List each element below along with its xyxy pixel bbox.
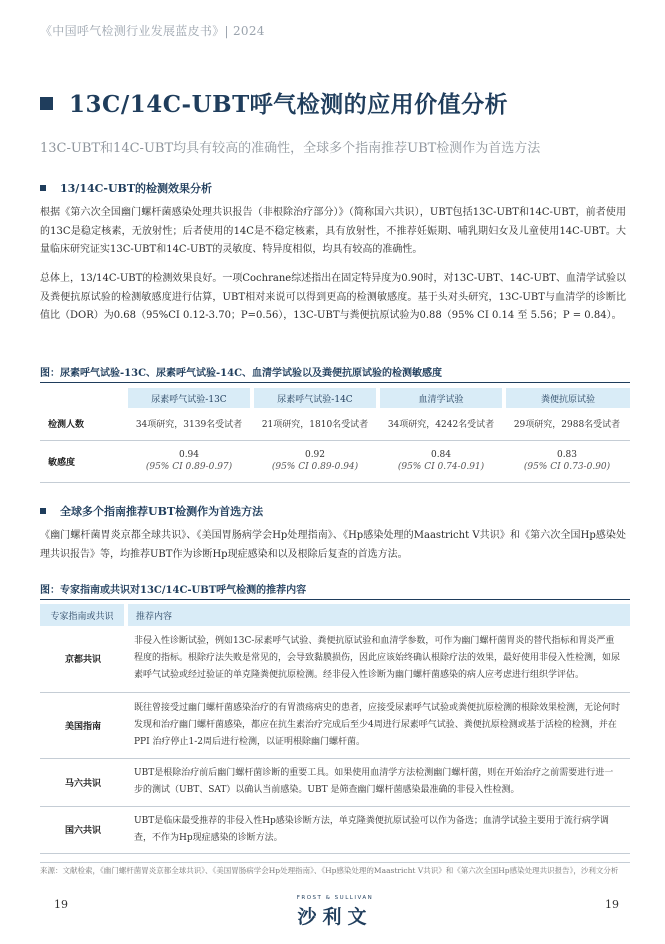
page-number-left: 19 (54, 898, 68, 911)
row-label: 美国指南 (40, 692, 126, 758)
row-label: 国六共识 (40, 806, 126, 853)
cell-main: 0.92 (304, 450, 326, 460)
frost-sullivan-logo (270, 895, 400, 929)
table-cell (378, 408, 504, 440)
section1-heading (40, 180, 212, 196)
column-header: 专家指南或共识 (40, 604, 126, 626)
section2-heading-text: 全球多个指南推荐UBT检测作为首选方法 (60, 505, 264, 518)
section1-heading-text: 13/14C-UBT的检测效果分析 (60, 182, 213, 195)
page-number-right: 19 (605, 898, 619, 911)
guidelines-table (40, 604, 630, 854)
section1-paragraph-1: 根据《第六次全国幽门螺杆菌感染处理共识报告（非根除治疗部分）》（简称国六共识），UBT包括13C-UBT和14C-UBT，前者使用的13C是稳定核素，无放射性；后者使用的14C是不稳定核素，具有放射性，不推荐妊娠期、哺乳期妇女及儿童使用14C-UBT。大量临床研究证实13C-UBT和14C-UBT的灵敏度、特异度相似，均具有较高的准确性。 (40, 207, 626, 255)
logo-english-text: FROST & SULLIVAN (296, 895, 374, 901)
page-subtitle: 13C-UBT和14C-UBT均具有较高的准确性，全球多个指南推荐UBT检测作为首选方法 (40, 141, 541, 156)
section-square-icon (40, 508, 46, 514)
row-label: 马六共识 (40, 758, 126, 806)
table-row (40, 692, 630, 758)
row-label: 检测人数 (40, 408, 126, 440)
table-cell: 既往曾接受过幽门螺杆菌感染治疗的有胃溃疡病史的患者，应接受尿素呼气试验或粪便抗原检测的根除效果检测，无论何时发现和治疗幽门螺杆菌感染，都应在抗生素治疗完成后至少4周进行尿素呼气试验、粪便抗原检测或基于活检的检测，并在 PPI 治疗停止1-2周后进行检测，以证明根除幽门螺杆菌。 (126, 692, 630, 758)
page-title (40, 86, 508, 119)
table-cell (252, 440, 378, 482)
table-header-row (40, 604, 630, 626)
source-note: 来源：文献检索，《幽门螺杆菌胃炎京都全球共识》、《美国胃肠病学会Hp处理指南》、《Hp感染处理的Maastricht V共识》和《第六次全国Hp感染处理共识报告》，沙利文分析 (40, 862, 630, 876)
cell-sub: (95% CI 0.89-0.94) (271, 462, 359, 472)
column-header: 粪便抗原试验 (504, 388, 630, 408)
table-row (40, 758, 630, 806)
section2-paragraph-1: 《幽门螺杆菌胃炎京都全球共识》、《美国胃肠病学会Hp处理指南》、《Hp感染处理的Maastricht V共识》和《第六次全国Hp感染处理共识报告》等，均推荐UBT作为诊断Hp现症感染和以及根除后复查的首选方法。 (40, 530, 626, 560)
cell-sub: (95% CI 0.73-0.90) (523, 462, 611, 472)
cell-main: 0.83 (556, 450, 578, 460)
column-header: 尿素呼气试验-13C (126, 388, 252, 408)
logo-chinese-text: 沙利文 (297, 906, 373, 928)
table-cell (504, 440, 630, 482)
table-header-row (40, 388, 630, 408)
section1-paragraph-2: 总体上，13/14C-UBT的检测效果良好。一项Cochrane综述指出在固定特异度为0.90时，对13C-UBT、14C-UBT、血清学试验以及粪便抗原试验的检测敏感度进行估算，UBT相对来说可以得到更高的检测敏感度。基于头对头研究，13C-UBT与血清学的诊断比值比（DOR）为0.68（95%CI 0.12-3.70；P=0.56），13C-UBT与粪便抗原试验为0.88（95% CI 0.14 至 5.56；P = 0.84）。 (40, 273, 626, 321)
cell-sub: (95% CI 0.89-0.97) (145, 462, 233, 472)
sensitivity-table (40, 388, 630, 483)
table-cell: UBT是临床最受推荐的非侵入性Hp感染诊断方法，单克隆粪便抗原试验可以作为备选；血清学试验主要用于流行病学调查，不作为Hp现症感染的诊断方法。 (126, 806, 630, 853)
table-cell: UBT是根除治疗前后幽门螺杆菌诊断的重要工具。如果使用血清学方法检测幽门螺杆菌，则在开始治疗之前需要进行进一步的测试（UBT、SAT）以确认当前感染。UBT 是筛查幽门螺杆菌感染最准确的非侵入性检测。 (126, 758, 630, 806)
cell-sub: (95% CI 0.74-0.91) (397, 462, 485, 472)
cell-main: 0.94 (178, 450, 200, 460)
document-header: 《中国呼气检测行业发展蓝皮书》| 2024 (40, 24, 265, 38)
table-cell (126, 408, 252, 440)
page-title-text: 13C/14C-UBT呼气检测的应用价值分析 (69, 91, 509, 118)
cell-main: 34项研究，4242名受试者 (387, 420, 495, 431)
cell-main: 34项研究，3139名受试者 (135, 420, 243, 431)
cell-main: 29项研究，2988名受试者 (513, 420, 621, 431)
table-row (40, 440, 630, 482)
section-square-icon (40, 185, 46, 191)
figure1-caption: 图：尿素呼气试验-13C、尿素呼气试验-14C、血清学试验以及粪便抗原试验的检测敏感度 (40, 364, 630, 383)
row-label: 京都共识 (40, 626, 126, 692)
cell-main: 0.84 (430, 450, 452, 460)
table-row (40, 408, 630, 440)
table-row (40, 806, 630, 853)
table-cell (378, 440, 504, 482)
figure2-caption: 图：专家指南或共识对13C/14C-UBT呼气检测的推荐内容 (40, 581, 630, 600)
table-cell (126, 440, 252, 482)
table-cell (252, 408, 378, 440)
table-cell (504, 408, 630, 440)
title-square-icon (40, 97, 53, 110)
table-row (40, 626, 630, 692)
table-cell: 非侵入性诊断试验，例如13C-尿素呼气试验、粪便抗原试验和血清学参数，可作为幽门螺杆菌胃炎的替代指标和胃炎严重程度的指标。根除疗法失败是常见的，会导致黏膜损伤，因此应该始终确认根除疗法的效果，最好使用非侵入性检测，如尿素呼气试验或经过验证的单克隆粪便抗原检测。经非侵入性诊断为幽门螺杆菌感染的病人应考虑进行组织学评估。 (126, 626, 630, 692)
row-label: 敏感度 (40, 440, 126, 482)
column-header: 尿素呼气试验-14C (252, 388, 378, 408)
column-header: 血清学试验 (378, 388, 504, 408)
header-empty-cell (40, 388, 126, 408)
column-header: 推荐内容 (126, 604, 630, 626)
cell-main: 21项研究，1810名受试者 (261, 420, 369, 431)
section2-heading (40, 503, 263, 519)
